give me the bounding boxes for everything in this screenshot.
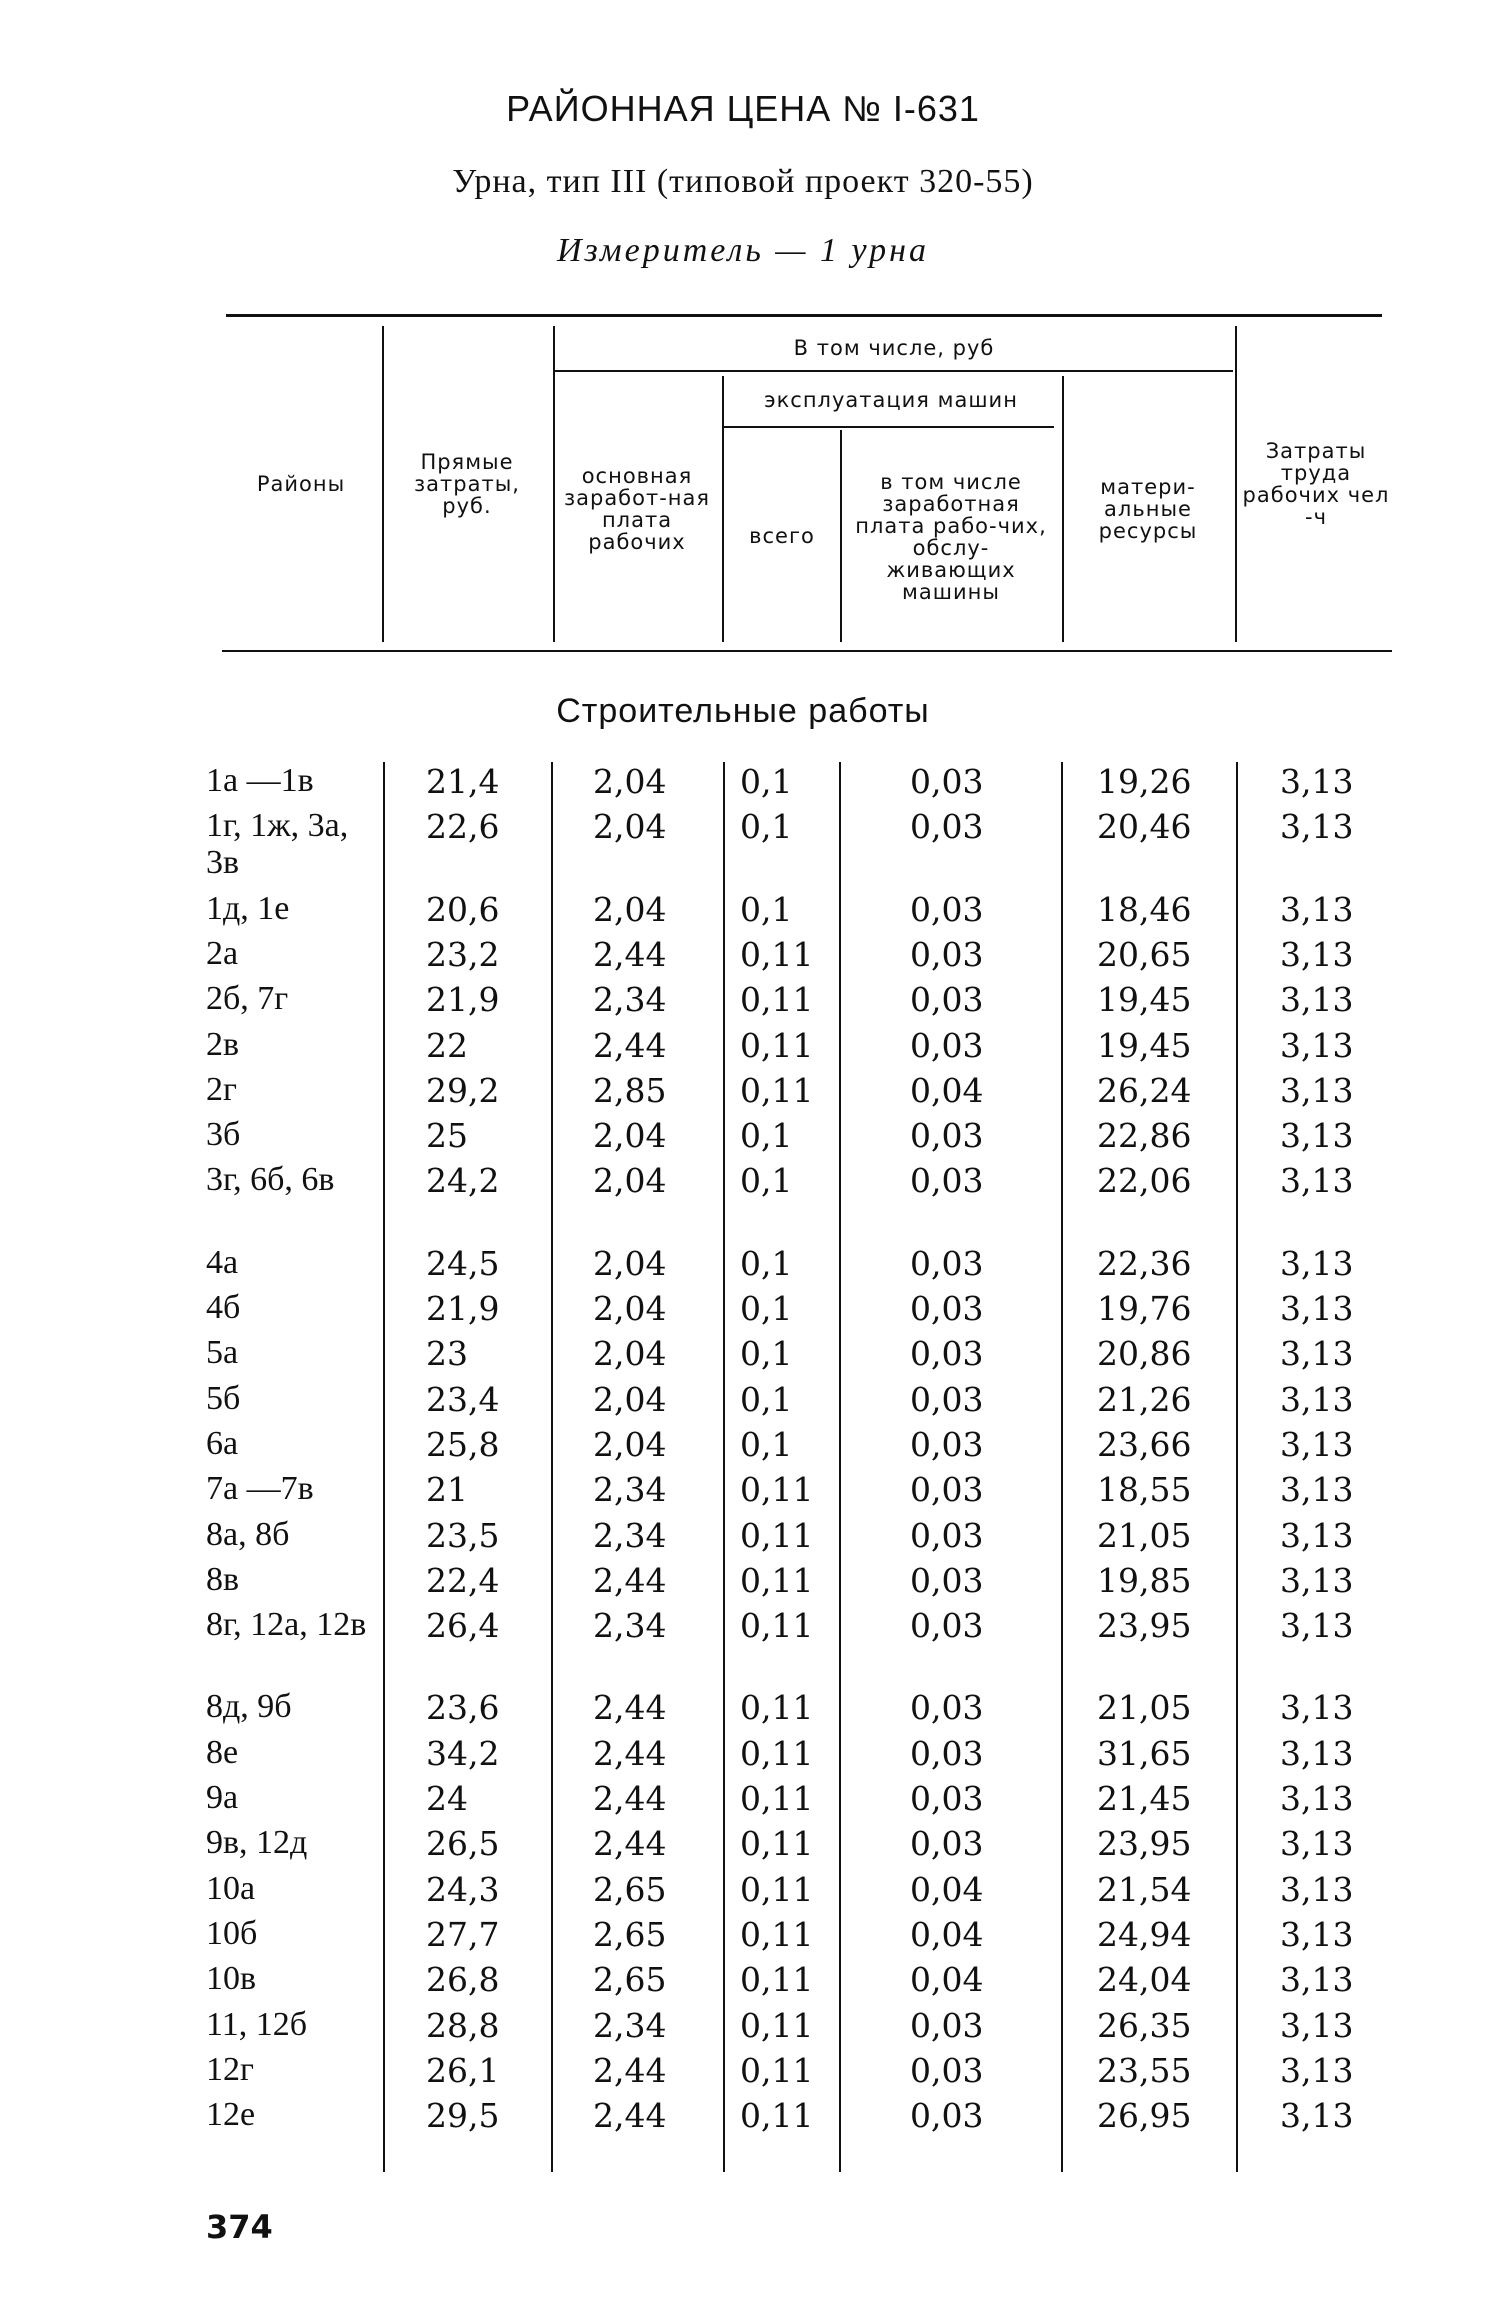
region-cell: 5б: [206, 1379, 241, 1417]
materials-cell: 20,65: [1097, 934, 1192, 974]
col-header-regions: Районы: [256, 471, 346, 496]
machine-total-cell: 0,11: [740, 934, 814, 974]
region-cell: 12е: [206, 2096, 256, 2134]
base-wage-cell: 2,44: [593, 1025, 667, 1065]
machine-wage-cell: 0,03: [910, 762, 984, 801]
machine-wage-cell: 0,04: [910, 1070, 984, 1110]
region-cell: 8е: [206, 1733, 239, 1771]
machine-wage-cell: 0,03: [910, 1161, 984, 1201]
machine-wage-cell: 0,03: [910, 1688, 984, 1728]
region-cell: 8д, 9б: [206, 1688, 292, 1726]
direct-cost-cell: 26,4: [426, 1606, 500, 1646]
direct-cost-cell: 22: [426, 1025, 468, 1065]
col-header-machine-wage: в том числе заработная плата рабо-чих, обслу-живающих машины: [855, 469, 1047, 605]
materials-cell: 26,35: [1097, 2005, 1192, 2045]
materials-cell: 24,04: [1097, 1960, 1192, 2000]
machine-total-cell: 0,1: [740, 1379, 793, 1419]
materials-cell: 19,26: [1097, 762, 1192, 801]
machine-total-cell: 0,1: [740, 807, 793, 847]
machine-wage-cell: 0,03: [910, 889, 984, 929]
region-cell: 1д, 1е: [206, 889, 290, 927]
region-cell: 1г, 1ж, 3а, 3в: [206, 807, 349, 882]
direct-cost-cell: 25: [426, 1116, 468, 1156]
machine-wage-cell: 0,03: [910, 1289, 984, 1328]
region-cell: 10а: [206, 1869, 256, 1907]
direct-cost-cell: 24,5: [426, 1243, 500, 1283]
materials-cell: 22,86: [1097, 1116, 1192, 1156]
machine-wage-cell: 0,04: [910, 1914, 984, 1954]
region-cell: 9в, 12д: [206, 1824, 308, 1862]
direct-cost-cell: 23,2: [426, 934, 500, 974]
machine-wage-cell: 0,03: [910, 2050, 984, 2090]
direct-cost-cell: 24: [426, 1779, 468, 1818]
materials-cell: 24,94: [1097, 1914, 1192, 1954]
labor-cell: 3,13: [1280, 1733, 1354, 1773]
direct-cost-cell: 24,2: [426, 1161, 500, 1201]
region-cell: 9а: [206, 1779, 239, 1816]
base-wage-cell: 2,04: [593, 1334, 667, 1374]
direct-cost-cell: 24,3: [426, 1869, 500, 1909]
machine-total-cell: 0,11: [740, 2005, 814, 2045]
direct-cost-cell: 23,6: [426, 1688, 500, 1728]
machine-total-cell: 0,1: [740, 1161, 793, 1201]
direct-cost-cell: 22,6: [426, 807, 500, 847]
machine-wage-cell: 0,03: [910, 1606, 984, 1646]
region-cell: 8а, 8б: [206, 1515, 290, 1553]
machine-total-cell: 0,11: [740, 1470, 814, 1510]
base-wage-cell: 2,85: [593, 1070, 667, 1110]
machine-wage-cell: 0,03: [910, 1116, 984, 1156]
machine-total-cell: 0,1: [740, 1424, 793, 1464]
machine-total-cell: 0,11: [740, 2096, 814, 2136]
direct-cost-cell: 29,5: [426, 2096, 500, 2136]
labor-cell: 3,13: [1280, 1515, 1354, 1555]
region-cell: 10в: [206, 1960, 257, 1998]
region-cell: 2г: [206, 1070, 237, 1108]
base-wage-cell: 2,34: [593, 1515, 667, 1555]
base-wage-cell: 2,65: [593, 1960, 667, 2000]
materials-cell: 26,24: [1097, 1070, 1192, 1110]
region-cell: 8в: [206, 1560, 240, 1598]
labor-cell: 3,13: [1280, 1560, 1354, 1600]
direct-cost-cell: 21,4: [426, 762, 500, 801]
machine-total-cell: 0,1: [740, 1243, 793, 1283]
direct-cost-cell: 21,9: [426, 1289, 500, 1328]
materials-cell: 22,06: [1097, 1161, 1192, 1201]
machine-wage-cell: 0,04: [910, 1960, 984, 2000]
direct-cost-cell: 26,1: [426, 2050, 500, 2090]
machine-total-cell: 0,11: [740, 1869, 814, 1909]
base-wage-cell: 2,04: [593, 889, 667, 929]
machine-wage-cell: 0,03: [910, 1733, 984, 1773]
machine-total-cell: 0,11: [740, 1960, 814, 2000]
base-wage-cell: 2,04: [593, 1161, 667, 1201]
machine-total-cell: 0,11: [740, 1688, 814, 1728]
machine-wage-cell: 0,03: [910, 2005, 984, 2045]
base-wage-cell: 2,65: [593, 1914, 667, 1954]
region-cell: 4а: [206, 1243, 239, 1281]
machine-wage-cell: 0,03: [910, 1025, 984, 1065]
col-header-machine-total: всего: [749, 523, 815, 548]
labor-cell: 3,13: [1280, 1070, 1354, 1110]
machine-wage-cell: 0,03: [910, 1334, 984, 1374]
region-cell: 6а: [206, 1424, 239, 1462]
base-wage-cell: 2,04: [593, 1424, 667, 1464]
table-header-bottom-rule: [222, 650, 1392, 652]
materials-cell: 23,66: [1097, 1424, 1192, 1464]
labor-cell: 3,13: [1280, 1688, 1354, 1728]
materials-cell: 31,65: [1097, 1733, 1192, 1773]
machine-total-cell: 0,11: [740, 980, 814, 1020]
machine-total-cell: 0,11: [740, 1560, 814, 1600]
region-cell: 12г: [206, 2050, 254, 2088]
machine-total-cell: 0,1: [740, 1289, 793, 1328]
machine-total-cell: 0,11: [740, 1824, 814, 1864]
base-wage-cell: 2,04: [593, 762, 667, 801]
col-header-including: В том числе, руб: [793, 335, 995, 360]
machine-total-cell: 0,1: [740, 889, 793, 929]
region-cell: 4б: [206, 1289, 241, 1326]
machine-wage-cell: 0,03: [910, 1515, 984, 1555]
labor-cell: 3,13: [1280, 1334, 1354, 1374]
col-header-base-wage: основная заработ-ная плата рабочих: [563, 463, 711, 555]
labor-cell: 3,13: [1280, 889, 1354, 929]
direct-cost-cell: 23: [426, 1334, 468, 1374]
machine-wage-cell: 0,03: [910, 1243, 984, 1283]
base-wage-cell: 2,34: [593, 1606, 667, 1646]
machine-total-cell: 0,11: [740, 1914, 814, 1954]
materials-cell: 21,26: [1097, 1379, 1192, 1419]
body-divider: [839, 762, 841, 2172]
col-header-direct-costs: Прямые затраты, руб.: [414, 449, 520, 519]
labor-cell: 3,13: [1280, 1779, 1354, 1818]
machine-wage-cell: 0,03: [910, 934, 984, 974]
machine-wage-cell: 0,03: [910, 1560, 984, 1600]
region-cell: 3г, 6б, 6в: [206, 1161, 335, 1199]
direct-cost-cell: 21: [426, 1470, 468, 1510]
page-subtitle: Урна, тип III (типовой проект 320-55): [452, 163, 1034, 200]
labor-cell: 3,13: [1280, 2096, 1354, 2136]
body-divider: [723, 762, 725, 2172]
materials-cell: 23,55: [1097, 2050, 1192, 2090]
materials-cell: 21,05: [1097, 1515, 1192, 1555]
direct-cost-cell: 26,5: [426, 1824, 500, 1864]
machine-total-cell: 0,1: [740, 1334, 793, 1374]
direct-cost-cell: 23,5: [426, 1515, 500, 1555]
labor-cell: 3,13: [1280, 807, 1354, 847]
region-cell: 2в: [206, 1025, 240, 1063]
body-divider: [551, 762, 553, 2172]
page-title: РАЙОННАЯ ЦЕНА № I-631: [506, 88, 980, 129]
materials-cell: 21,05: [1097, 1688, 1192, 1728]
machine-wage-cell: 0,03: [910, 1424, 984, 1464]
unit-of-measure: Измеритель — 1 урна: [556, 232, 930, 269]
col-header-labor: Затраты труда рабочих чел -ч: [1242, 438, 1390, 530]
machine-total-cell: 0,11: [740, 1070, 814, 1110]
base-wage-cell: 2,34: [593, 1470, 667, 1510]
base-wage-cell: 2,44: [593, 1779, 667, 1818]
base-wage-cell: 2,44: [593, 2096, 667, 2136]
region-cell: 2а: [206, 934, 239, 972]
base-wage-cell: 2,04: [593, 1243, 667, 1283]
direct-cost-cell: 21,9: [426, 980, 500, 1020]
body-divider: [1061, 762, 1063, 2172]
materials-cell: 26,95: [1097, 2096, 1192, 2136]
base-wage-cell: 2,44: [593, 2050, 667, 2090]
base-wage-cell: 2,04: [593, 1116, 667, 1156]
direct-cost-cell: 26,8: [426, 1960, 500, 2000]
machine-wage-cell: 0,03: [910, 2096, 984, 2136]
body-divider: [383, 762, 385, 2172]
body-divider: [1236, 762, 1238, 2172]
table-top-rule: [226, 314, 1382, 317]
labor-cell: 3,13: [1280, 1869, 1354, 1909]
header-subrule: [724, 426, 1054, 428]
materials-cell: 18,46: [1097, 889, 1192, 929]
materials-cell: 19,45: [1097, 1025, 1192, 1065]
labor-cell: 3,13: [1280, 1116, 1354, 1156]
labor-cell: 3,13: [1280, 1243, 1354, 1283]
materials-cell: 21,45: [1097, 1779, 1192, 1818]
base-wage-cell: 2,04: [593, 807, 667, 847]
header-divider: [722, 376, 724, 642]
labor-cell: 3,13: [1280, 2005, 1354, 2045]
materials-cell: 20,46: [1097, 807, 1192, 847]
base-wage-cell: 2,65: [593, 1869, 667, 1909]
materials-cell: 21,54: [1097, 1869, 1192, 1909]
direct-cost-cell: 25,8: [426, 1424, 500, 1464]
machine-total-cell: 0,11: [740, 1779, 814, 1818]
base-wage-cell: 2,44: [593, 1733, 667, 1773]
base-wage-cell: 2,04: [593, 1379, 667, 1419]
labor-cell: 3,13: [1280, 1379, 1354, 1419]
col-header-machine-operation: эксплуатация машин: [764, 387, 1018, 412]
base-wage-cell: 2,44: [593, 1560, 667, 1600]
machine-total-cell: 0,1: [740, 1116, 793, 1156]
labor-cell: 3,13: [1280, 934, 1354, 974]
machine-total-cell: 0,1: [740, 762, 793, 801]
region-cell: 1а —1в: [206, 762, 314, 799]
region-cell: 5а: [206, 1334, 239, 1372]
labor-cell: 3,13: [1280, 762, 1354, 801]
base-wage-cell: 2,44: [593, 934, 667, 974]
region-cell: 8г, 12а, 12в: [206, 1606, 367, 1644]
direct-cost-cell: 27,7: [426, 1914, 500, 1954]
labor-cell: 3,13: [1280, 980, 1354, 1020]
header-divider: [382, 326, 384, 642]
materials-cell: 23,95: [1097, 1606, 1192, 1646]
materials-cell: 20,86: [1097, 1334, 1192, 1374]
materials-cell: 19,85: [1097, 1560, 1192, 1600]
machine-total-cell: 0,11: [740, 2050, 814, 2090]
machine-wage-cell: 0,04: [910, 1869, 984, 1909]
base-wage-cell: 2,44: [593, 1824, 667, 1864]
machine-total-cell: 0,11: [740, 1515, 814, 1555]
materials-cell: 19,76: [1097, 1289, 1192, 1328]
labor-cell: 3,13: [1280, 1161, 1354, 1201]
direct-cost-cell: 29,2: [426, 1070, 500, 1110]
section-title: Строительные работы: [556, 692, 930, 730]
materials-cell: 22,36: [1097, 1243, 1192, 1283]
direct-cost-cell: 22,4: [426, 1560, 500, 1600]
labor-cell: 3,13: [1280, 1424, 1354, 1464]
region-cell: 3б: [206, 1116, 241, 1154]
machine-wage-cell: 0,03: [910, 807, 984, 847]
col-header-materials: матери-альные ресурсы: [1098, 474, 1198, 544]
header-divider: [1062, 376, 1064, 642]
machine-total-cell: 0,11: [740, 1025, 814, 1065]
header-subrule: [555, 370, 1233, 372]
labor-cell: 3,13: [1280, 1289, 1354, 1328]
direct-cost-cell: 20,6: [426, 889, 500, 929]
labor-cell: 3,13: [1280, 1824, 1354, 1864]
machine-wage-cell: 0,03: [910, 1379, 984, 1419]
direct-cost-cell: 34,2: [426, 1733, 500, 1773]
materials-cell: 18,55: [1097, 1470, 1192, 1510]
base-wage-cell: 2,04: [593, 1289, 667, 1328]
labor-cell: 3,13: [1280, 1960, 1354, 2000]
base-wage-cell: 2,44: [593, 1688, 667, 1728]
header-divider: [1235, 326, 1237, 642]
header-divider: [840, 430, 842, 642]
machine-total-cell: 0,11: [740, 1606, 814, 1646]
region-cell: 7а —7в: [206, 1470, 314, 1508]
direct-cost-cell: 23,4: [426, 1379, 500, 1419]
base-wage-cell: 2,34: [593, 980, 667, 1020]
machine-wage-cell: 0,03: [910, 1824, 984, 1864]
region-cell: 2б, 7г: [206, 980, 289, 1018]
machine-wage-cell: 0,03: [910, 980, 984, 1020]
materials-cell: 23,95: [1097, 1824, 1192, 1864]
machine-wage-cell: 0,03: [910, 1779, 984, 1818]
direct-cost-cell: 28,8: [426, 2005, 500, 2045]
machine-wage-cell: 0,03: [910, 1470, 984, 1510]
labor-cell: 3,13: [1280, 1470, 1354, 1510]
region-cell: 10б: [206, 1914, 258, 1952]
region-cell: 11, 12б: [206, 2005, 308, 2043]
machine-total-cell: 0,11: [740, 1733, 814, 1773]
header-divider: [553, 326, 555, 642]
labor-cell: 3,13: [1280, 1914, 1354, 1954]
materials-cell: 19,45: [1097, 980, 1192, 1020]
page-number: 374: [206, 2208, 273, 2246]
labor-cell: 3,13: [1280, 1606, 1354, 1646]
labor-cell: 3,13: [1280, 1025, 1354, 1065]
labor-cell: 3,13: [1280, 2050, 1354, 2090]
base-wage-cell: 2,34: [593, 2005, 667, 2045]
